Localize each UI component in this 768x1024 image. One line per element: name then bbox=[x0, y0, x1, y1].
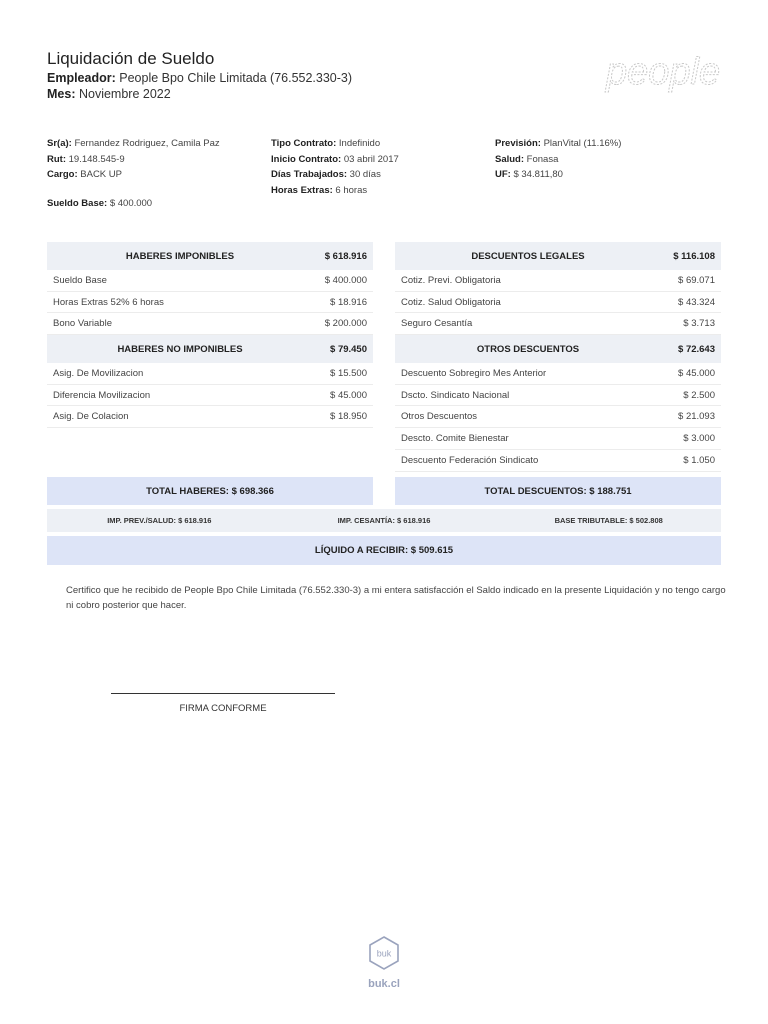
table-row: Diferencia Movilizacion $ 45.000 bbox=[47, 385, 373, 407]
signature-label: FIRMA CONFORME bbox=[179, 703, 267, 714]
haberes-no-imponibles-header: HABERES NO IMPONIBLES $ 79.450 bbox=[47, 335, 373, 363]
employer-value: People Bpo Chile Limitada (76.552.330-3) bbox=[119, 71, 353, 85]
table-row: Bono Variable $ 200.000 bbox=[47, 313, 373, 335]
descuentos-table bbox=[395, 242, 721, 472]
descuentos-legales-header: DESCUENTOS LEGALES $ 116.108 bbox=[395, 242, 721, 270]
signature-line bbox=[111, 693, 335, 694]
info-column-3 bbox=[495, 136, 621, 183]
table-row: Descuento Federación Sindicato $ 1.050 bbox=[395, 450, 721, 472]
info-salud: Salud: Fonasa bbox=[495, 153, 559, 165]
people-logo bbox=[604, 46, 720, 106]
employer-line bbox=[47, 70, 352, 86]
table-row: Otros Descuentos $ 21.093 bbox=[395, 406, 721, 428]
info-name: Sr(a): Fernandez Rodriguez, Camila Paz bbox=[47, 138, 220, 149]
month-value: Noviembre 2022 bbox=[78, 87, 171, 101]
imp-cesantia: IMP. CESANTÍA: $ 618.916 bbox=[337, 516, 431, 525]
footer-site: buk.cl bbox=[368, 978, 400, 990]
table-row: Asig. De Movilizacion $ 15.500 bbox=[47, 363, 373, 385]
imp-prev-salud: IMP. PREV./SALUD: $ 618.916 bbox=[107, 516, 212, 525]
total-descuentos: TOTAL DESCUENTOS: $ 188.751 bbox=[395, 477, 721, 505]
buk-logo-icon bbox=[367, 935, 401, 971]
info-column-2 bbox=[271, 136, 399, 198]
month-label: Mes: bbox=[47, 87, 76, 101]
document-title: Liquidación de Sueldo bbox=[47, 49, 215, 68]
table-row: Horas Extras 52% 6 horas $ 18.916 bbox=[47, 292, 373, 314]
info-prevision: Previsión: PlanVital (11.16%) bbox=[495, 138, 622, 149]
sueldo-base-line: Sueldo Base: $ 400.000 bbox=[47, 198, 153, 209]
imponibles-summary bbox=[47, 509, 721, 532]
footer bbox=[0, 935, 768, 990]
document-header bbox=[47, 48, 352, 102]
liquido-a-recibir: LÍQUIDO A RECIBIR: $ 509.615 bbox=[47, 536, 721, 565]
haberes-table bbox=[47, 242, 373, 428]
info-tipo-contrato: Tipo Contrato: Indefinido bbox=[271, 138, 381, 149]
table-row: Cotiz. Salud Obligatoria $ 43.324 bbox=[395, 292, 721, 314]
info-inicio-contrato: Inicio Contrato: 03 abril 2017 bbox=[271, 153, 399, 165]
info-rut: Rut: 19.148.545-9 bbox=[47, 153, 125, 165]
table-row: Descto. Comite Bienestar $ 3.000 bbox=[395, 428, 721, 450]
table-row: Asig. De Colacion $ 18.950 bbox=[47, 406, 373, 428]
table-row: Dscto. Sindicato Nacional $ 2.500 bbox=[395, 385, 721, 407]
info-column-1 bbox=[47, 136, 220, 183]
info-uf: UF: $ 34.811,80 bbox=[495, 169, 563, 180]
base-tributable: BASE TRIBUTABLE: $ 502.808 bbox=[554, 516, 663, 525]
buk-logo-text: buk bbox=[376, 948, 392, 959]
table-row: Descuento Sobregiro Mes Anterior $ 45.000 bbox=[395, 363, 721, 385]
employer-label: Empleador: bbox=[47, 71, 116, 85]
haberes-imponibles-header: HABERES IMPONIBLES $ 618.916 bbox=[47, 242, 373, 270]
info-cargo: Cargo: BACK UP bbox=[47, 169, 122, 180]
info-horas-extras: Horas Extras: 6 horas bbox=[271, 184, 368, 196]
people-logo-text: people bbox=[606, 51, 720, 93]
certification-text: Certifico que he recibido de People Bpo Chile Limitada (76.552.330-3) a mi entera satisfacción el Saldo indicado en la presente Liquidación y no tengo cargo ni cobro posterior que hacer. bbox=[66, 585, 726, 611]
month-line bbox=[47, 86, 352, 102]
total-haberes: TOTAL HABERES: $ 698.366 bbox=[47, 477, 373, 505]
table-row: Seguro Cesantía $ 3.713 bbox=[395, 313, 721, 335]
table-row: Cotiz. Previ. Obligatoria $ 69.071 bbox=[395, 270, 721, 292]
table-row: Sueldo Base $ 400.000 bbox=[47, 270, 373, 292]
info-dias-trabajados: Días Trabajados: 30 días bbox=[271, 169, 381, 180]
otros-descuentos-header: OTROS DESCUENTOS $ 72.643 bbox=[395, 335, 721, 363]
